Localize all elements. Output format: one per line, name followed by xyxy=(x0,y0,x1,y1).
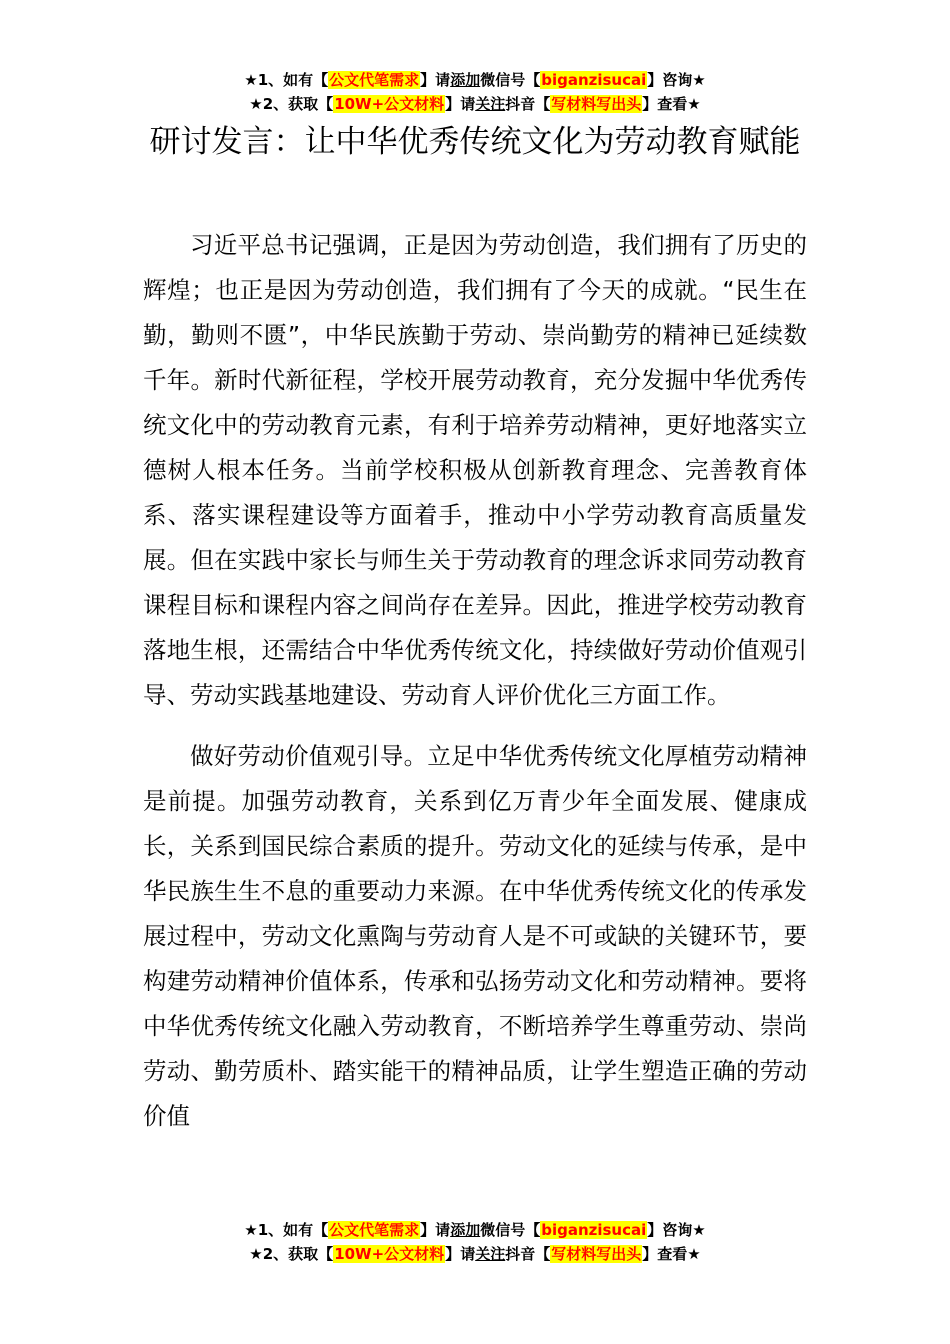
promo-underlined: 添加 xyxy=(450,71,481,89)
promo-douyin-account: 写材料写出头 xyxy=(551,1245,642,1263)
promo-text: 】请 xyxy=(420,1221,451,1239)
promo-underlined: 关注 xyxy=(475,95,506,113)
promo-line-1 xyxy=(0,1218,950,1242)
promo-line-2 xyxy=(0,92,950,116)
paragraph-2: 做好劳动价值观引导。立足中华优秀传统文化厚植劳动精神是前提。加强劳动教育，关系到亿万青少年全面发展、健康成长，关系到国民综合素质的提升。劳动文化的延续与传承，是中华民族生生不息的重要动力来源。在中华优秀传统文化的传承发展过程中，劳动文化熏陶与劳动育人是不可或缺的关键环节，要构建劳动精神价值体系，传承和弘扬劳动文化和劳动精神。要将中华优秀传统文化融入劳动教育，不断培养学生尊重劳动、崇尚劳动、勤劳质朴、踏实能干的精神品质，让学生塑造正确的劳动价值 xyxy=(143,742,807,1130)
promo-line-1 xyxy=(0,68,950,92)
promo-text: ★1、如有【 xyxy=(244,1221,329,1239)
promo-highlight: 公文代笔需求 xyxy=(329,1221,420,1239)
promo-text: 】查看★ xyxy=(642,95,701,113)
promo-text: ★2、获取【 xyxy=(249,95,334,113)
document-body xyxy=(143,223,807,1155)
promo-underlined: 添加 xyxy=(450,1221,481,1239)
promo-text: 】查看★ xyxy=(642,1245,701,1263)
promo-text: 微信号【 xyxy=(480,71,541,89)
promo-text: 】咨询★ xyxy=(647,1221,706,1239)
document-title: 研讨发言：让中华优秀传统文化为劳动教育赋能 xyxy=(149,124,801,160)
promo-text: ★2、获取【 xyxy=(249,1245,334,1263)
promo-text: 抖音【 xyxy=(505,95,551,113)
promo-highlight: 公文代笔需求 xyxy=(329,71,420,89)
promo-wechat-id: biganzisucai xyxy=(541,1221,647,1239)
promo-wechat-id: biganzisucai xyxy=(541,71,647,89)
footer-promo-banner xyxy=(0,1218,950,1266)
paragraph-1: 习近平总书记强调，正是因为劳动创造，我们拥有了历史的辉煌；也正是因为劳动创造，我们拥有了今天的成就。“民生在勤，勤则不匮”，中华民族勤于劳动、崇尚勤劳的精神已延续数千年。新时代新征程，学校开展劳动教育，充分发掘中华优秀传统文化中的劳动教育元素，有利于培养劳动精神，更好地落实立德树人根本任务。当前学校积极从创新教育理念、完善教育体系、落实课程建设等方面着手，推动中小学劳动教育高质量发展。但在实践中家长与师生关于劳动教育的理念诉求同劳动教育课程目标和课程内容之间尚存在差异。因此，推进学校劳动教育落地生根，还需结合中华优秀传统文化，持续做好劳动价值观引导、劳动实践基地建设、劳动育人评价优化三方面工作。 xyxy=(143,231,807,709)
promo-highlight: 10W+公文材料 xyxy=(334,95,445,113)
promo-text: 】咨询★ xyxy=(647,71,706,89)
promo-highlight: 10W+公文材料 xyxy=(334,1245,445,1263)
promo-text: 】请 xyxy=(445,1245,476,1263)
promo-douyin-account: 写材料写出头 xyxy=(551,95,642,113)
promo-text: 抖音【 xyxy=(505,1245,551,1263)
promo-underlined: 关注 xyxy=(475,1245,506,1263)
promo-text: 】请 xyxy=(420,71,451,89)
promo-line-2 xyxy=(0,1242,950,1266)
promo-text: ★1、如有【 xyxy=(244,71,329,89)
promo-text: 微信号【 xyxy=(480,1221,541,1239)
promo-text: 】请 xyxy=(445,95,476,113)
header-promo-banner xyxy=(0,68,950,116)
